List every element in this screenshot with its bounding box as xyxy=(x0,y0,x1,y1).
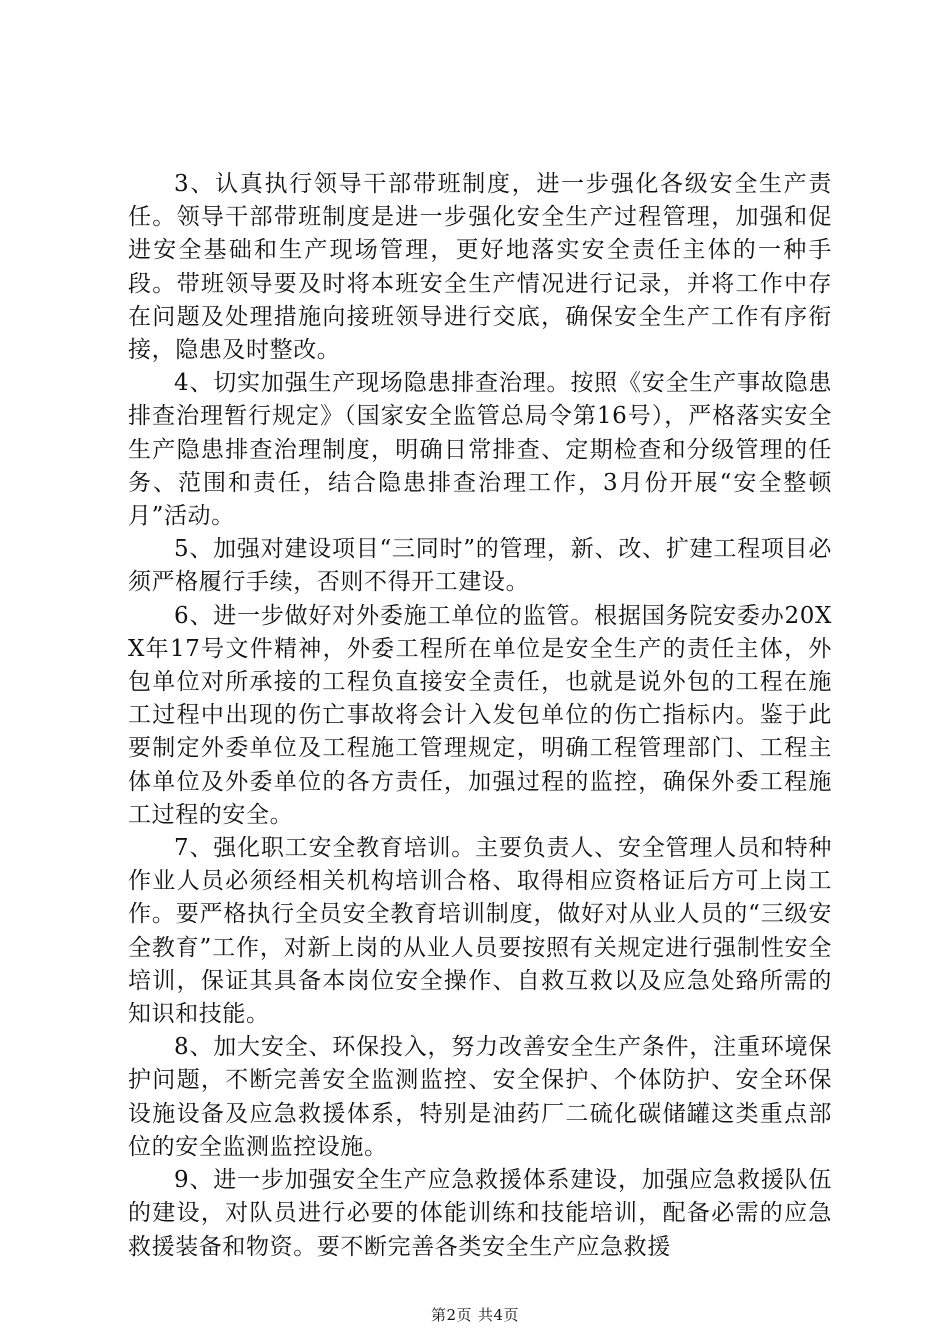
page-footer xyxy=(0,1304,950,1325)
paragraph-item-6: 6、进一步做好对外委施工单位的监管。根据国务院安委办20XX年17号文件精神，外委工程所在单位是安全生产的责任主体，外包单位对所承接的工程负直接安全责任，也就是说外包的工程在施工过程中出现的伤亡事故将会计入发包单位的伤亡指标内。鉴于此要制定外委单位及工程施工管理规定，明确工程管理部门、工程主体单位及外委单位的各方责任，加强过程的监控，确保外委工程施工过程的安全。 xyxy=(128,602,832,828)
paragraph-item-8: 8、加大安全、环保投入，努力改善安全生产条件，注重环境保护问题，不断完善安全监测监控、安全保护、个体防护、安全环保设施设备及应急救援体系，特别是油药厂二硫化碳储罐这类重点部位的安全监测监控设施。 xyxy=(128,1034,832,1160)
document-body xyxy=(128,168,832,1264)
paragraph-item-5: 5、加强对建设项目“三同时”的管理，新、改、扩建工程项目必须严格履行手续，否则不得开工建设。 xyxy=(128,536,832,596)
paragraph-item-4: 4、切实加强生产现场隐患排查治理。按照《安全生产事故隐患排查治理暂行规定》（国家安全监管总局令第16号），严格落实安全生产隐患排查治理制度，明确日常排查、定期检查和分级管理的任务、范围和责任，结合隐患排查治理工作，3月份开展“安全整顿月”活动。 xyxy=(128,370,832,530)
page-total: 共4页 xyxy=(478,1306,520,1324)
paragraph-item-9: 9、进一步加强安全生产应急救援体系建设，加强应急救援队伍的建设，对队员进行必要的体能训练和技能培训，配备必需的应急救援装备和物资。要不断完善各类安全生产应急救援 xyxy=(128,1167,832,1260)
paragraph-item-7: 7、强化职工安全教育培训。主要负责人、安全管理人员和特种作业人员必须经相关机构培训合格、取得相应资格证后方可上岗工作。要严格执行全员安全教育培训制度，做好对从业人员的“三级安全教育”工作，对新上岗的从业人员要按照有关规定进行强制性安全培训，保证其具备本岗位安全操作、自救互救以及应急处臵所需的知识和技能。 xyxy=(128,835,832,1028)
paragraph-item-3: 3、认真执行领导干部带班制度，进一步强化各级安全生产责任。领导干部带班制度是进一步强化安全生产过程管理，加强和促进安全基础和生产现场管理，更好地落实安全责任主体的一种手段。带班领导要及时将本班安全生产情况进行记录，并将工作中存在问题及处理措施向接班领导进行交底，确保安全生产工作有序衔接，隐患及时整改。 xyxy=(128,171,832,364)
page-number: 第2页 xyxy=(430,1306,472,1324)
